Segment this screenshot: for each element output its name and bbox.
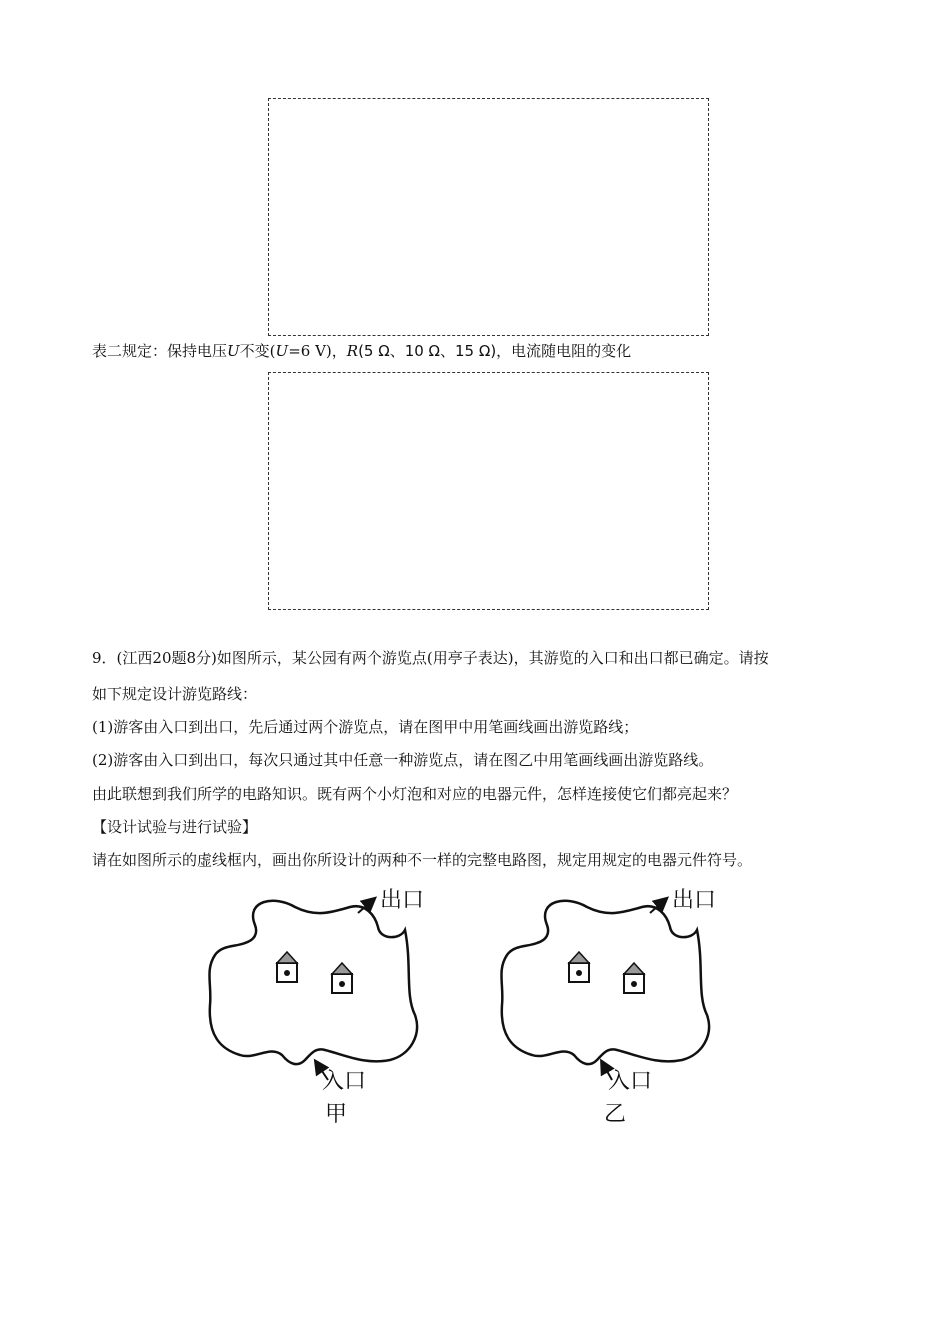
- question-item-1: (1)游客由入口到出口，先后通过两个游览点，请在图甲中用笔画线画出游览路线；: [92, 718, 639, 736]
- caption-jia: 甲: [325, 1102, 348, 1127]
- pavilion-icon: [624, 963, 644, 993]
- entrance-label: 入口: [322, 1069, 367, 1094]
- pavilion-icon: [332, 963, 352, 993]
- answer-box-table-2: [268, 372, 709, 610]
- question-instruction: 请在如图所示的虚线框内，画出你所设计的两种不一样的完整电路图，规定用规定的电器元件符号。: [92, 851, 753, 869]
- park-map-jia: [209, 888, 424, 1127]
- pavilion-icon: [277, 952, 297, 982]
- pavilion-icon: [569, 952, 589, 982]
- answer-box-table-1: [268, 98, 709, 336]
- question-intro-line-1: 9．(江西20题8分)如图所示，某公园有两个游览点(用亭子表达)，其游览的入口和出口都已确定。请按: [92, 649, 769, 667]
- question-intro-line-2: 如下规定设计游览路线：: [92, 685, 258, 703]
- exit-label: 出口: [380, 888, 425, 913]
- exit-label: 出口: [672, 888, 717, 913]
- park-map-yi: [501, 888, 716, 1127]
- park-boundary-jia: [209, 901, 417, 1064]
- section-heading: 【设计试验与进行试验】: [92, 818, 258, 836]
- caption-yi: 乙: [604, 1102, 627, 1127]
- park-maps-figure: [200, 885, 740, 1130]
- entrance-label: 入口: [608, 1069, 653, 1094]
- park-boundary-yi: [501, 901, 709, 1064]
- question-item-2: (2)游客由入口到出口，每次只通过其中任意一种游览点，请在图乙中用笔画线画出游览路线。: [92, 751, 714, 769]
- question-reflection: 由此联想到我们所学的电路知识。既有两个小灯泡和对应的电器元件，怎样连接使它们都亮起来？: [92, 785, 738, 803]
- table2-requirement: 表二规定：保持电压U不变(U=6 V)，R(5 Ω、10 Ω、15 Ω)，电流随电阻的变化: [92, 342, 632, 360]
